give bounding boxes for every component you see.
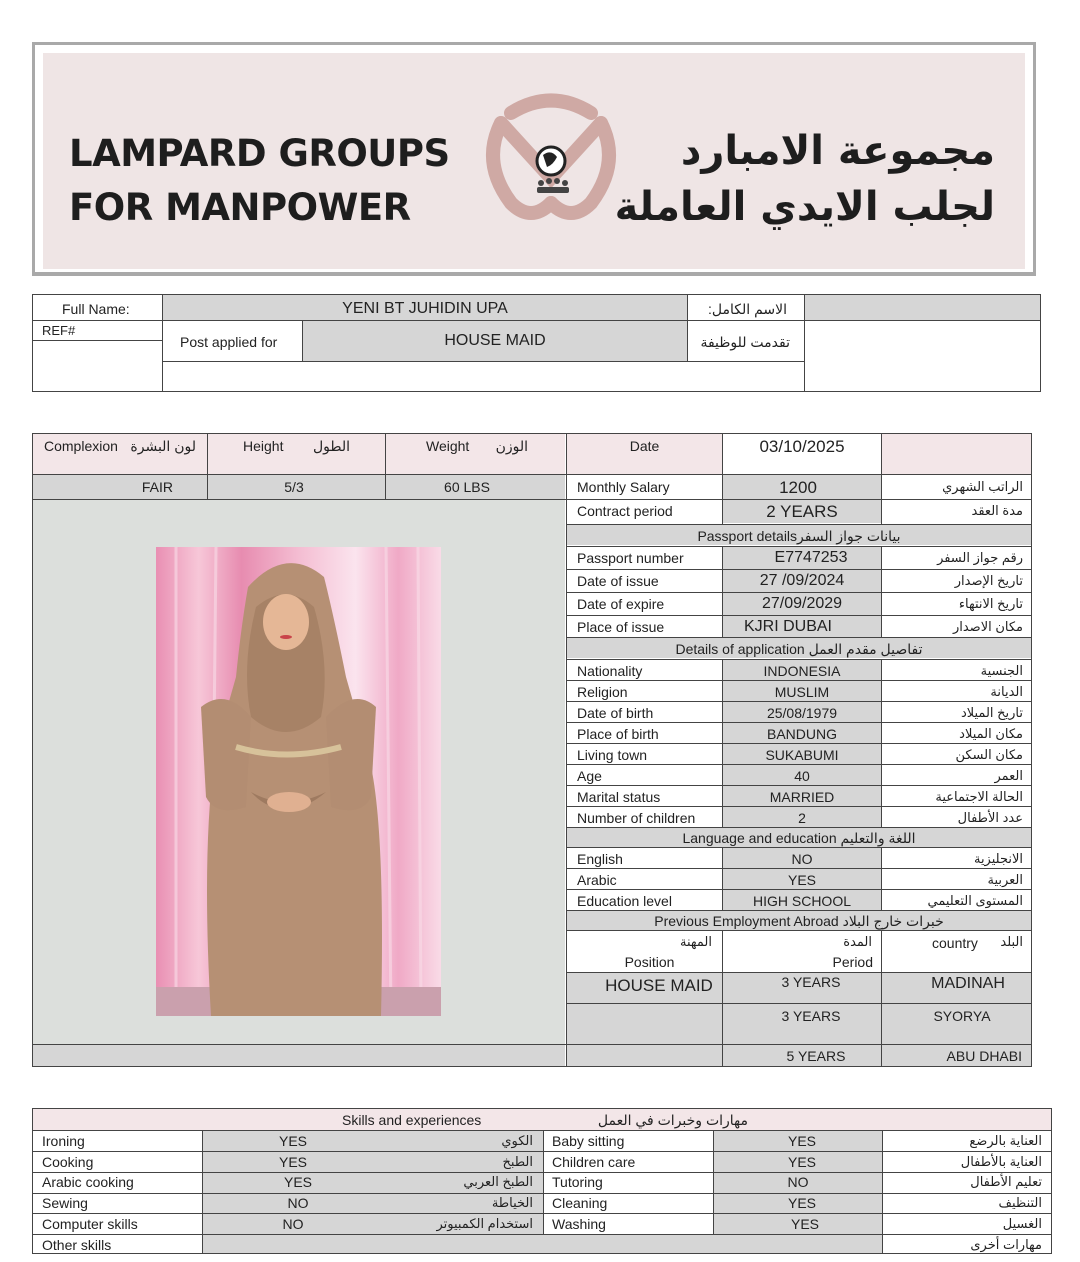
marital-status-label: Marital status [577,789,661,805]
english-label: English [577,851,623,867]
company-name-ar-line1: مجموعة الامبارد [680,128,995,174]
education-level-value: HIGH SCHOOL [752,893,851,909]
passport-number-label: Passport number [577,550,684,566]
skill-washing-label: Washing [552,1216,606,1232]
skill-ironing-value: YES [278,1133,307,1149]
date-label: Date [629,438,660,454]
skill-washing-ar: الغسيل [1002,1216,1042,1231]
skill-ironing-label: Ironing [42,1133,85,1149]
salary-label: Monthly Salary [577,479,670,495]
complexion-label-ar: لون البشرة [130,438,196,454]
skill-cooking-ar: الطبخ [502,1154,533,1169]
full-name-label: Full Name: [62,301,130,317]
place-of-birth-value: BANDUNG [766,726,837,742]
position-label: Position [624,954,675,970]
height-value: 5/3 [284,479,304,495]
living-town-label: Living town [577,747,648,763]
date-of-expire-label: Date of expire [577,596,665,612]
employment-section-title: Previous Employment Abroad خبرات خارج البلاد [654,913,944,929]
passport-number-value: E7747253 [774,549,848,566]
employment-period-1: 3 YEARS [781,974,841,990]
period-label-ar: المدة [843,934,872,949]
place-of-birth-label: Place of birth [577,726,659,742]
date-of-birth-label: Date of birth [577,705,654,721]
post-applied-label-ar: تقدمت للوظيفة [700,334,790,350]
place-of-issue-value: KJRI DUBAI [743,618,832,635]
living-town-label-ar: مكان السكن [955,747,1023,762]
employment-country-2: SYORYA [933,1008,991,1024]
position-label-ar: المهنة [680,934,712,949]
weight-value: 60 LBS [444,479,490,495]
skill-children-care-value: YES [787,1154,816,1170]
company-logo-icon [471,83,631,243]
skills-title-en: Skills and experiences [342,1112,482,1128]
employment-period-3: 5 YEARS [786,1048,846,1064]
passport-number-label-ar: رقم جواز السفر [937,550,1023,565]
skill-sewing-ar: الخياطة [491,1195,533,1210]
height-label: Height [243,438,284,454]
age-value: 40 [794,768,810,784]
marital-status-label-ar: الحالة الاجتماعية [935,789,1023,804]
company-name-line2: FOR MANPOWER [69,186,411,229]
contract-period-value: 2 YEARS [766,502,838,521]
date-of-issue-value: 27 /09/2024 [759,572,845,589]
religion-label-ar: الديانة [990,684,1023,699]
skill-ironing-ar: الكوي [501,1133,533,1148]
skill-cleaning-value: YES [787,1195,816,1211]
date-value: 03/10/2025 [759,437,845,456]
date-of-expire-label-ar: تاريخ الانتهاء [958,596,1023,611]
english-label-ar: الانجليزية [973,851,1023,866]
full-name-label-ar: الاسم الكامل: [708,301,787,317]
employment-country-3: ABU DHABI [946,1048,1022,1064]
height-label-ar: الطول [312,438,350,454]
skill-arabic-cooking-label: Arabic cooking [42,1174,134,1190]
other-skills-label: Other skills [42,1237,112,1253]
education-level-label: Education level [577,893,672,909]
arabic-label-ar: العربية [987,872,1023,887]
post-applied-value: HOUSE MAID [444,332,546,349]
company-name-ar-line2: لجلب الايدي العاملة [614,184,995,230]
date-of-issue-label: Date of issue [577,573,659,589]
employment-position-1: HOUSE MAID [605,976,713,995]
skill-washing-value: YES [790,1216,819,1232]
applicant-photo [156,547,441,1016]
place-of-birth-label-ar: مكان الميلاد [959,726,1023,741]
skill-cooking-label: Cooking [42,1154,94,1170]
skill-sewing-value: NO [287,1195,309,1211]
place-of-issue-label: Place of issue [577,619,665,635]
skill-computer-label: Computer skills [42,1216,138,1232]
nationality-label: Nationality [577,663,643,679]
skill-tutoring-label: Tutoring [552,1174,603,1190]
contract-period-label-ar: مدة العقد [971,503,1023,518]
date-of-expire-value: 27/09/2029 [761,595,843,612]
number-of-children-label: Number of children [577,810,696,826]
number-of-children-label-ar: عدد الأطفال [957,810,1023,825]
full-name-value: YENI BT JUHIDIN UPA [342,300,508,317]
skill-children-care-label: Children care [552,1154,636,1170]
salary-value: 1200 [779,478,817,497]
salary-label-ar: الراتب الشهري [942,479,1023,494]
date-of-issue-label-ar: تاريخ الإصدار [954,573,1023,588]
country-label-ar: البلد [1000,934,1023,949]
skill-tutoring-ar: تعليم الأطفال [970,1174,1042,1189]
marital-status-value: MARRIED [769,789,835,805]
employment-period-2: 3 YEARS [781,1008,841,1024]
skill-tutoring-value: NO [787,1174,809,1190]
arabic-value: YES [787,872,816,888]
contract-period-label: Contract period [577,503,673,519]
passport-section-title: Passport detailsبيانات جواز السفر [697,528,901,544]
weight-label-ar: الوزن [495,438,528,454]
date-of-birth-label-ar: تاريخ الميلاد [960,705,1023,720]
arabic-label: Arabic [577,872,617,888]
post-applied-label: Post applied for [180,334,278,350]
nationality-value: INDONESIA [763,663,841,679]
company-name-line1: LAMPARD GROUPS [69,132,450,175]
skill-baby-sitting-value: YES [787,1133,816,1149]
skill-cooking-value: YES [278,1154,307,1170]
number-of-children-value: 2 [798,810,806,826]
company-name-arabic [615,123,995,235]
skill-cleaning-label: Cleaning [552,1195,608,1211]
age-label: Age [577,768,602,784]
date-of-birth-value: 25/08/1979 [766,705,838,721]
complexion-value: FAIR [141,479,173,495]
skill-baby-sitting-label: Baby sitting [552,1133,625,1149]
skill-baby-sitting-ar: العناية بالرضع [969,1133,1042,1148]
language-section-title: Language and education اللغة والتعليم [682,830,916,846]
living-town-value: SUKABUMI [765,747,839,763]
english-value: NO [791,851,813,867]
country-label: country [932,935,978,951]
banner-background [43,53,1025,269]
other-skills-ar: مهارات أخرى [970,1237,1042,1252]
age-label-ar: العمر [994,768,1023,783]
nationality-label-ar: الجنسية [980,663,1023,678]
ref-label: REF# [42,323,76,338]
skills-title-ar: مهارات وخبرات في العمل [597,1112,748,1128]
skill-sewing-label: Sewing [42,1195,88,1211]
religion-value: MUSLIM [774,684,830,700]
skill-computer-ar: استخدام الكمبيوتر [436,1216,533,1231]
skill-cleaning-ar: التنظيف [998,1195,1042,1210]
religion-label: Religion [577,684,628,700]
place-of-issue-label-ar: مكان الاصدار [952,619,1023,634]
details-section-title: Details of application تفاصيل مقدم العمل [675,641,923,657]
company-name-english [69,127,450,235]
header-banner [32,42,1036,276]
weight-label: Weight [426,438,470,454]
employment-country-1: MADINAH [931,975,1005,992]
skill-children-care-ar: العناية بالأطفال [960,1154,1042,1169]
skill-arabic-cooking-value: YES [283,1174,312,1190]
education-level-label-ar: المستوى التعليمي [927,893,1023,908]
complexion-label: Complexion [44,438,118,454]
skill-arabic-cooking-ar: الطبخ العربي [463,1174,533,1189]
period-label: Period [832,954,873,970]
skill-computer-value: NO [282,1216,304,1232]
